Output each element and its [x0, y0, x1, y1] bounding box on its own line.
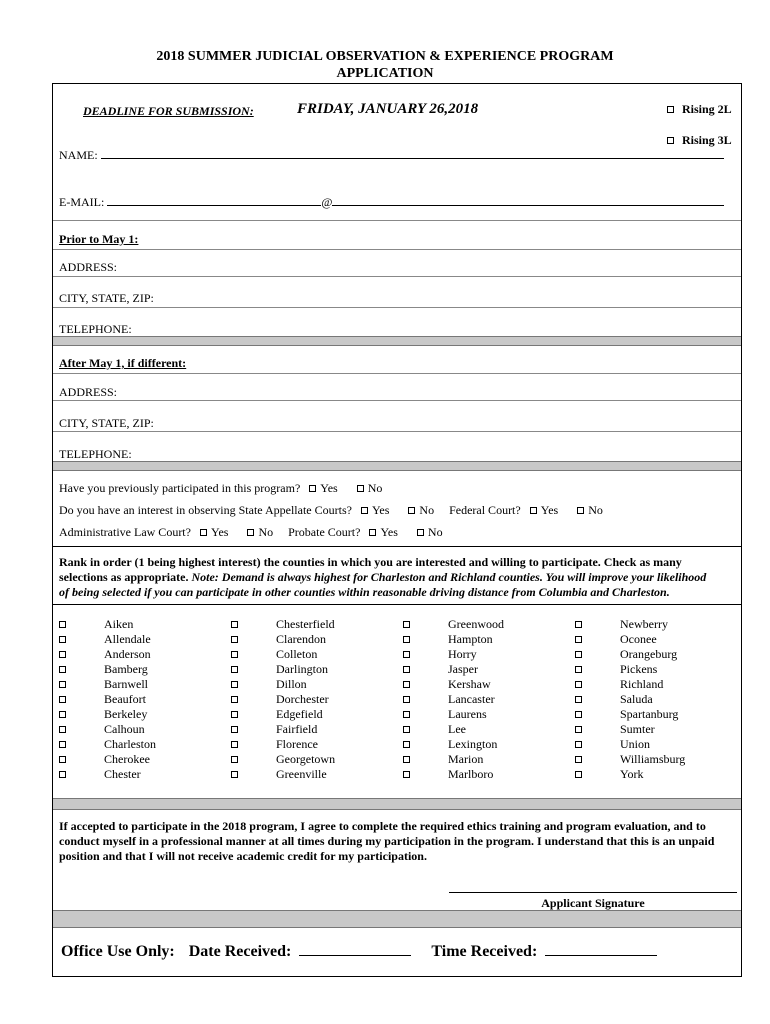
q3-no-label: No: [258, 525, 274, 539]
county-label: Lee: [448, 722, 466, 736]
email-label: E-MAIL:: [59, 195, 105, 209]
section-separator: [53, 910, 741, 928]
county-label: Oconee: [620, 632, 657, 646]
q3-yes-checkbox[interactable]: [200, 529, 207, 536]
rank-line-1: Rank in order (1 being highest interest) the counties in which you are interested and willing to participate. Check as many: [59, 555, 682, 569]
divider: [53, 431, 741, 432]
county-label: Williamsburg: [620, 752, 686, 766]
rising-3l-checkbox[interactable]: [667, 137, 674, 144]
agreement-line-1: If accepted to participate in the 2018 program, I agree to complete the required ethics training and program evaluation, and to: [59, 819, 706, 833]
county-checkbox[interactable]: [575, 666, 582, 673]
county-label: York: [620, 767, 644, 781]
agreement-line-3: position and that I will not receive academic credit for my participation.: [59, 849, 427, 863]
county-checkbox[interactable]: [59, 636, 66, 643]
county-checkbox[interactable]: [59, 771, 66, 778]
prior-address-label[interactable]: ADDRESS:: [59, 260, 118, 274]
q1-yes-checkbox[interactable]: [309, 485, 316, 492]
rising-2l-option[interactable]: [667, 102, 732, 116]
section-separator: [53, 336, 741, 346]
county-checkbox[interactable]: [575, 756, 582, 763]
q1-no-checkbox[interactable]: [357, 485, 364, 492]
name-label: NAME:: [59, 148, 98, 162]
county-checkbox[interactable]: [575, 636, 582, 643]
county-checkbox[interactable]: [231, 651, 238, 658]
after-city-label[interactable]: CITY, STATE, ZIP:: [59, 416, 154, 430]
divider: [53, 400, 741, 401]
form-title: 2018 SUMMER JUDICIAL OBSERVATION & EXPERIENCE PROGRAM: [156, 49, 614, 64]
q2-text: Do you have an interest in observing State Appellate Courts?: [59, 503, 352, 517]
county-label: Orangeburg: [620, 647, 678, 661]
question-previous-participation: [59, 481, 382, 495]
county-checkbox[interactable]: [59, 726, 66, 733]
county-checkbox[interactable]: [403, 771, 410, 778]
divider: [53, 546, 741, 547]
q2b-no-label: No: [588, 503, 603, 517]
q2b-no-checkbox[interactable]: [577, 507, 584, 514]
county-checkbox[interactable]: [59, 756, 66, 763]
deadline-label: DEADLINE FOR SUBMISSION:: [83, 104, 254, 118]
county-checkbox[interactable]: [59, 681, 66, 688]
signature-line[interactable]: [449, 892, 737, 893]
county-label: Berkeley: [104, 707, 148, 721]
after-heading: After May 1, if different:: [59, 356, 187, 370]
rank-line-3-note: of being selected if you can participate in other counties within reasonable driving distance from Columbia and Charleston.: [59, 585, 670, 599]
county-checkbox[interactable]: [59, 696, 66, 703]
rising-2l-checkbox[interactable]: [667, 106, 674, 113]
county-label: Kershaw: [448, 677, 491, 691]
rank-line-2-bold: selections as appropriate.: [59, 570, 189, 584]
q2b-text: Federal Court?: [449, 503, 521, 517]
q3-no-checkbox[interactable]: [247, 529, 254, 536]
county-label: Pickens: [620, 662, 658, 676]
q3b-no-checkbox[interactable]: [417, 529, 424, 536]
office-use-row: [61, 943, 657, 961]
q2-yes-label: Yes: [371, 503, 390, 517]
agreement-line-2: conduct myself in a professional manner at all times during my participation in the program. I understand that this is an unpaid: [59, 834, 715, 848]
q3b-text: Probate Court?: [288, 525, 361, 539]
q3b-yes-label: Yes: [380, 525, 398, 539]
county-checkbox[interactable]: [403, 681, 410, 688]
county-label: Marion: [448, 752, 484, 766]
county-label: Lexington: [448, 737, 498, 751]
county-checkbox[interactable]: [231, 711, 238, 718]
county-label: Charleston: [104, 737, 156, 751]
time-received-field[interactable]: [545, 955, 657, 956]
county-label: Colleton: [276, 647, 318, 661]
county-checkbox[interactable]: [575, 741, 582, 748]
county-checkbox[interactable]: [575, 711, 582, 718]
county-checkbox[interactable]: [231, 696, 238, 703]
county-label: Calhoun: [104, 722, 145, 736]
county-label: Fairfield: [276, 722, 318, 736]
q2-no-checkbox[interactable]: [408, 507, 415, 514]
divider: [53, 373, 741, 374]
county-label: Richland: [620, 677, 664, 691]
agreement-text: [59, 819, 739, 864]
county-checkbox[interactable]: [403, 756, 410, 763]
county-checkbox[interactable]: [575, 681, 582, 688]
county-label: Marlboro: [448, 767, 494, 781]
divider: [53, 220, 741, 221]
county-label: Saluda: [620, 692, 653, 706]
county-checkbox[interactable]: [231, 771, 238, 778]
county-label: Georgetown: [276, 752, 336, 766]
after-phone-label[interactable]: TELEPHONE:: [59, 447, 132, 461]
county-checkbox[interactable]: [59, 621, 66, 628]
county-checkbox[interactable]: [59, 741, 66, 748]
q2-no-label: No: [419, 503, 435, 517]
office-use-label: Office Use Only:: [61, 943, 175, 960]
q1-yes-label: Yes: [320, 481, 338, 495]
county-checkbox[interactable]: [59, 711, 66, 718]
county-checkbox[interactable]: [403, 636, 410, 643]
q1-text: Have you previously participated in this program?: [59, 481, 301, 495]
email-row: [59, 195, 724, 209]
county-label: Lancaster: [448, 692, 495, 706]
county-label: Newberry: [620, 617, 668, 631]
county-label: Chesterfield: [276, 617, 335, 631]
divider: [53, 276, 741, 277]
divider: [53, 307, 741, 308]
county-label: Dillon: [276, 677, 307, 691]
county-label: Greenwood: [448, 617, 504, 631]
q3b-yes-checkbox[interactable]: [369, 529, 376, 536]
county-checkbox[interactable]: [231, 666, 238, 673]
email-domain-field[interactable]: [332, 205, 724, 206]
after-address-label[interactable]: ADDRESS:: [59, 385, 118, 399]
county-checkbox[interactable]: [59, 666, 66, 673]
email-user-field[interactable]: [107, 205, 321, 206]
county-checkbox[interactable]: [231, 681, 238, 688]
deadline-value: FRIDAY, JANUARY 26,2018: [297, 101, 479, 117]
q1-no-label: No: [367, 481, 383, 495]
date-received-label: Date Received:: [188, 943, 292, 960]
county-label: Sumter: [620, 722, 655, 736]
county-checkbox[interactable]: [59, 651, 66, 658]
county-label: Hampton: [448, 632, 493, 646]
county-checkbox[interactable]: [403, 696, 410, 703]
rising-3l-label: Rising 3L: [682, 133, 732, 147]
prior-phone-label[interactable]: TELEPHONE:: [59, 322, 132, 336]
name-field[interactable]: [101, 158, 724, 159]
county-checkbox[interactable]: [575, 726, 582, 733]
county-checkbox[interactable]: [575, 771, 582, 778]
q2b-yes-checkbox[interactable]: [530, 507, 537, 514]
county-checkbox[interactable]: [403, 726, 410, 733]
county-label: Darlington: [276, 662, 328, 676]
prior-heading: Prior to May 1:: [59, 232, 139, 246]
rising-3l-option[interactable]: [667, 133, 732, 147]
rank-line-2-note: Note: Demand is always highest for Charleston and Richland counties. You will improve your likelihood: [191, 570, 707, 584]
county-label: Spartanburg: [620, 707, 679, 721]
county-checkbox[interactable]: [231, 636, 238, 643]
county-checkbox[interactable]: [231, 756, 238, 763]
question-admin-probate: [59, 525, 443, 539]
county-label: Cherokee: [104, 752, 150, 766]
county-label: Union: [620, 737, 650, 751]
q2b-yes-label: Yes: [540, 503, 559, 517]
time-received-label: Time Received:: [431, 943, 538, 960]
county-checkbox[interactable]: [575, 621, 582, 628]
county-checkbox[interactable]: [403, 711, 410, 718]
county-label: Beaufort: [104, 692, 146, 706]
county-label: Florence: [276, 737, 318, 751]
county-checkbox[interactable]: [575, 651, 582, 658]
county-label: Horry: [448, 647, 477, 661]
q3-text: Administrative Law Court?: [59, 525, 191, 539]
question-courts: [59, 503, 603, 517]
application-form: [52, 83, 742, 977]
county-label: Aiken: [104, 617, 134, 631]
county-label: Barnwell: [104, 677, 148, 691]
county-checkbox[interactable]: [403, 666, 410, 673]
county-label: Laurens: [448, 707, 487, 721]
section-separator: [53, 798, 741, 810]
section-separator: [53, 461, 741, 471]
county-label: Jasper: [448, 662, 478, 676]
form-subtitle: APPLICATION: [336, 66, 434, 81]
county-label: Bamberg: [104, 662, 148, 676]
divider: [53, 249, 741, 250]
signature-label: Applicant Signature: [541, 896, 645, 910]
county-checkbox[interactable]: [231, 621, 238, 628]
county-checkbox[interactable]: [575, 696, 582, 703]
county-label: Edgefield: [276, 707, 323, 721]
county-checkbox[interactable]: [403, 651, 410, 658]
county-checkbox[interactable]: [231, 741, 238, 748]
county-label: Allendale: [104, 632, 151, 646]
q3b-no-label: No: [427, 525, 443, 539]
rising-2l-label: Rising 2L: [682, 102, 732, 116]
county-checkbox[interactable]: [403, 741, 410, 748]
date-received-field[interactable]: [299, 955, 411, 956]
rank-instructions: [59, 555, 737, 600]
q3-yes-label: Yes: [210, 525, 229, 539]
county-checkbox[interactable]: [231, 726, 238, 733]
name-row: [59, 148, 724, 162]
county-label: Chester: [104, 767, 141, 781]
q2-yes-checkbox[interactable]: [361, 507, 368, 514]
county-checkbox[interactable]: [403, 621, 410, 628]
county-label: Anderson: [104, 647, 151, 661]
county-label: Dorchester: [276, 692, 329, 706]
county-label: Greenville: [276, 767, 327, 781]
prior-city-label[interactable]: CITY, STATE, ZIP:: [59, 291, 154, 305]
county-label: Clarendon: [276, 632, 326, 646]
email-at-sign: @: [321, 195, 333, 209]
divider: [53, 604, 741, 605]
